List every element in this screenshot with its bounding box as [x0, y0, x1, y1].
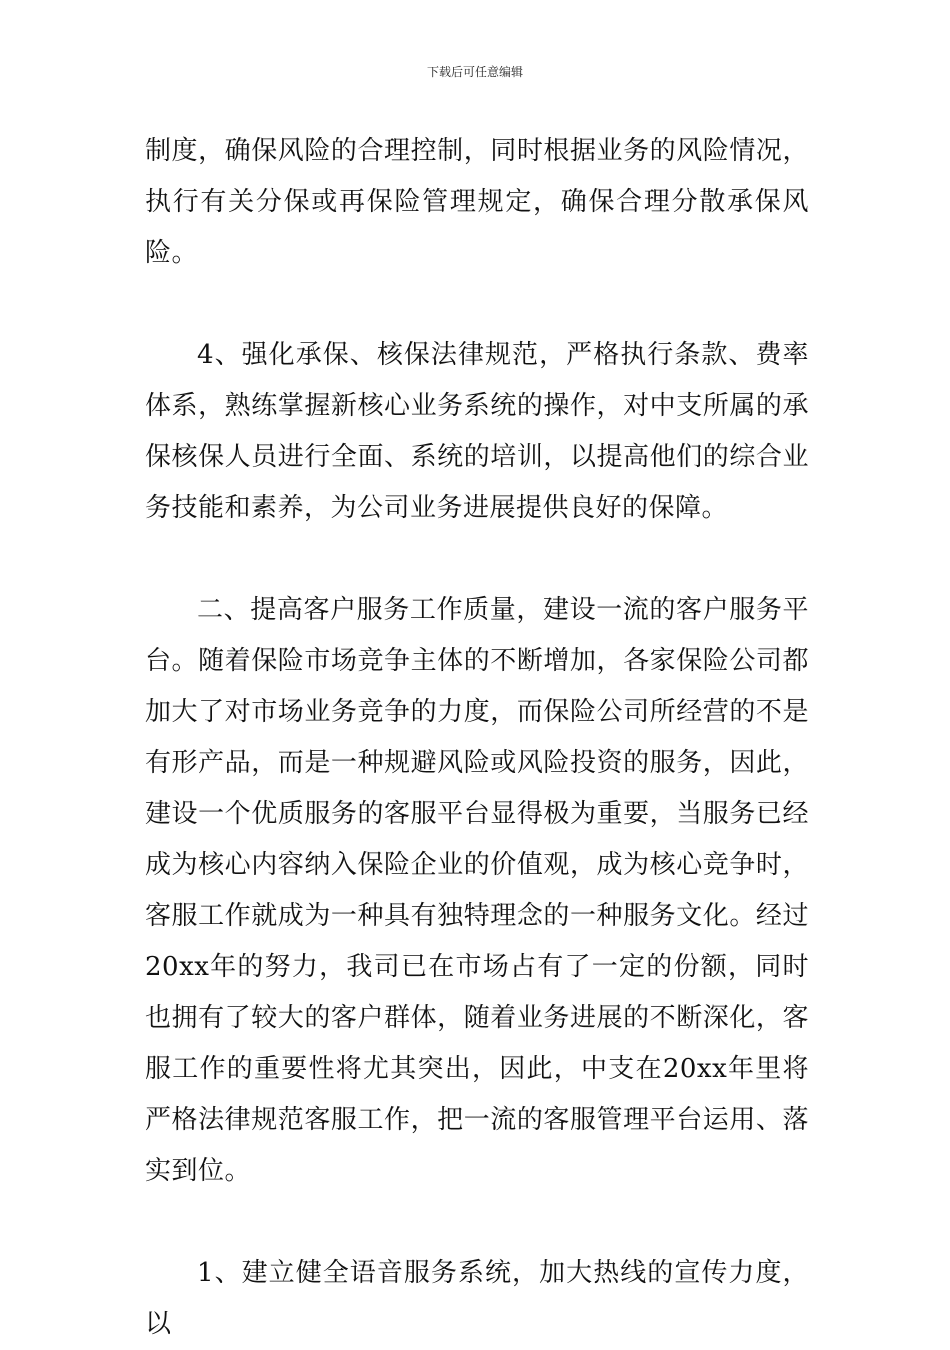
paragraph-underwriting-standards: 4、强化承保、核保法律规范，严格执行条款、费率体系，熟练掌握新核心业务系统的操作，对中支所属的承保核保人员进行全面、系统的培训，以提高他们的综合业务技能和素养，为公司业务进展提供良好的保障。: [145, 340, 809, 523]
paragraph-spacer: [145, 534, 809, 585]
paragraph-spacer: [145, 279, 809, 330]
paragraph-voice-service: 1、建立健全语音服务系统，加大热线的宣传力度，以: [145, 1258, 809, 1339]
paragraph-spacer: [145, 1197, 809, 1248]
paragraph-customer-service: 二、提高客户服务工作质量，建设一流的客户服务平台。随着保险市场竞争主体的不断增加，各家保险公司都加大了对市场业务竞争的力度，而保险公司所经营的不是有形产品，而是一种规避风险或风险投资的服务，因此，建设一个优质服务的客服平台显得极为重要，当服务已经成为核心内容纳入保险企业的价值观，成为核心竞争时，客服工作就成为一种具有独特理念的一种服务文化。经过20xx年的努力，我司已在市场占有了一定的份额，同时也拥有了较大的客户群体，随着业务进展的不断深化，客服工作的重要性将尤其突出，因此，中支在20xx年里将严格法律规范客服工作，把一流的客服管理平台运用、落实到位。: [145, 595, 809, 1186]
page-header-note: 下载后可任意编辑: [426, 65, 523, 79]
paragraph-continuation: 制度，确保风险的合理控制，同时根据业务的风险情况，执行有关分保或再保险管理规定，确保合理分散承保风险。: [145, 136, 809, 268]
document-body: [145, 126, 809, 1350]
